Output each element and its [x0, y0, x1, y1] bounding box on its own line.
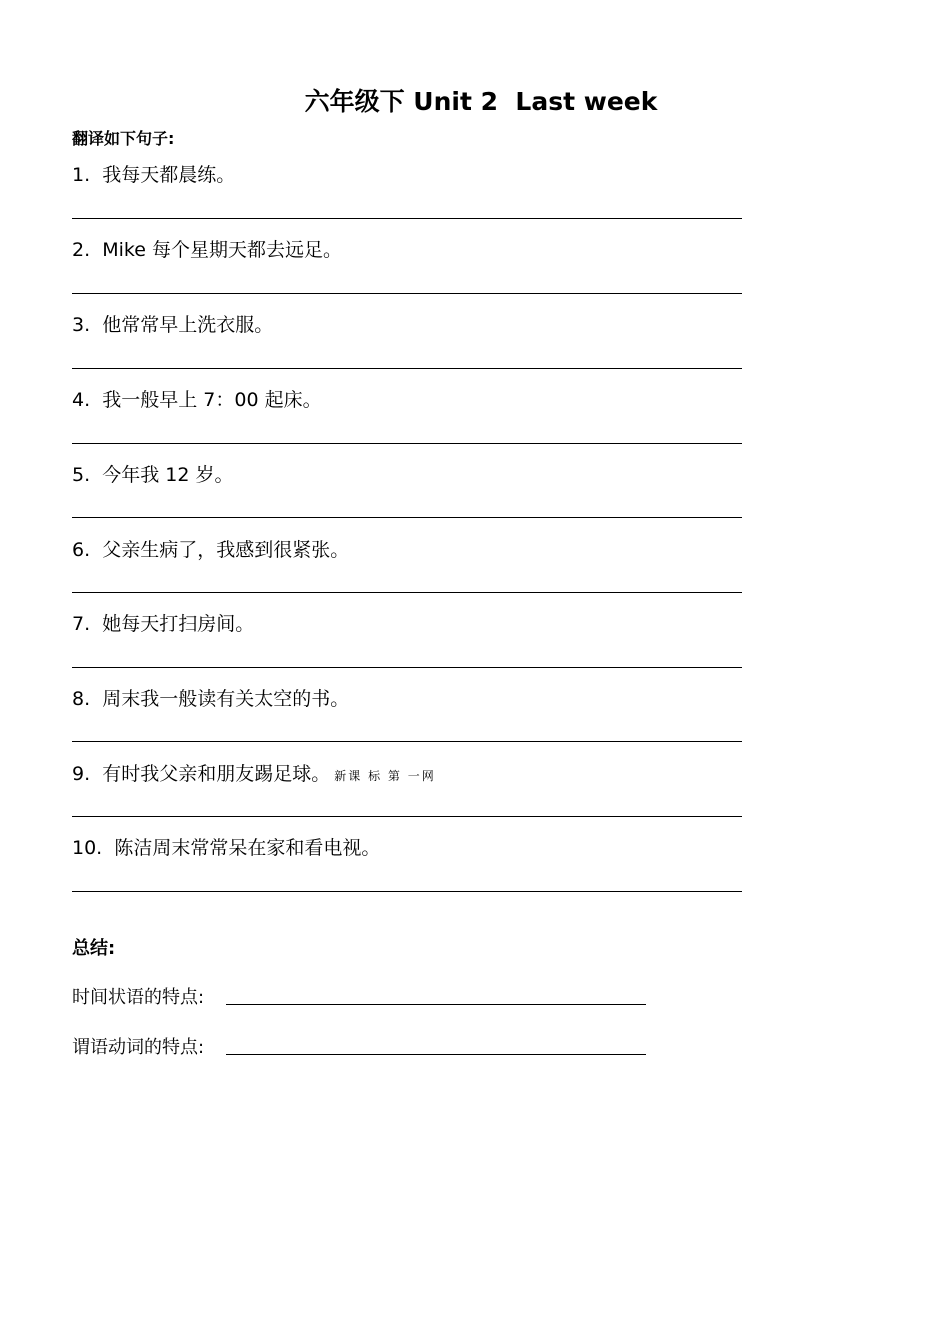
question-4: [72, 385, 322, 412]
question-text: 我每天都晨练。: [102, 164, 236, 186]
question-text: 有时我父亲和朋友踢足球。: [102, 763, 331, 785]
question-text: 他常常早上洗衣服。: [102, 314, 274, 336]
answer-line-3[interactable]: [72, 368, 742, 369]
question-text: 周末我一般读有关太空的书。: [102, 688, 350, 710]
question-3: [72, 310, 273, 337]
summary-row-label: 时间状语的特点:: [72, 987, 205, 1008]
question-8: [72, 684, 349, 711]
question-number: 2.: [72, 239, 91, 261]
question-number: 6.: [72, 539, 91, 561]
question-text: 陈洁周末常常呆在家和看电视。: [114, 837, 381, 859]
answer-line-4[interactable]: [72, 443, 742, 444]
question-9: [72, 759, 436, 786]
watermark-note: 新课 标 第 一网: [334, 769, 436, 783]
question-10: [72, 833, 380, 860]
question-number: 9.: [72, 763, 91, 785]
question-text: 我一般早上 7：00 起床。: [102, 389, 322, 411]
question-text: 她每天打扫房间。: [102, 613, 255, 635]
question-2: [72, 235, 342, 262]
answer-line-10[interactable]: [72, 891, 742, 892]
question-number: 4.: [72, 389, 91, 411]
answer-line-9[interactable]: [72, 816, 742, 817]
question-1: [72, 160, 235, 187]
summary-row-label: 谓语动词的特点:: [72, 1037, 205, 1058]
answer-line-7[interactable]: [72, 667, 742, 668]
question-number: 10.: [72, 837, 103, 859]
question-text: Mike 每个星期天都去远足。: [102, 239, 342, 261]
answer-line-8[interactable]: [72, 741, 742, 742]
question-text: 父亲生病了，我感到很紧张。: [102, 539, 350, 561]
question-number: 5.: [72, 464, 91, 486]
question-number: 1.: [72, 164, 91, 186]
answer-line-6[interactable]: [72, 592, 742, 593]
summary-heading: 总结:: [72, 938, 116, 959]
question-5: [72, 460, 234, 487]
answer-line-1[interactable]: [72, 218, 742, 219]
question-6: [72, 535, 349, 562]
page-title: 六年级下 Unit 2 Last week: [304, 87, 658, 116]
summary-answer-line-1[interactable]: [226, 1004, 646, 1005]
question-7: [72, 609, 254, 636]
question-text: 今年我 12 岁。: [102, 464, 234, 486]
answer-line-5[interactable]: [72, 517, 742, 518]
question-number: 7.: [72, 613, 91, 635]
instruction-heading: 翻译如下句子:: [72, 129, 175, 148]
question-number: 3.: [72, 314, 91, 336]
summary-answer-line-2[interactable]: [226, 1054, 646, 1055]
question-number: 8.: [72, 688, 91, 710]
answer-line-2[interactable]: [72, 293, 742, 294]
